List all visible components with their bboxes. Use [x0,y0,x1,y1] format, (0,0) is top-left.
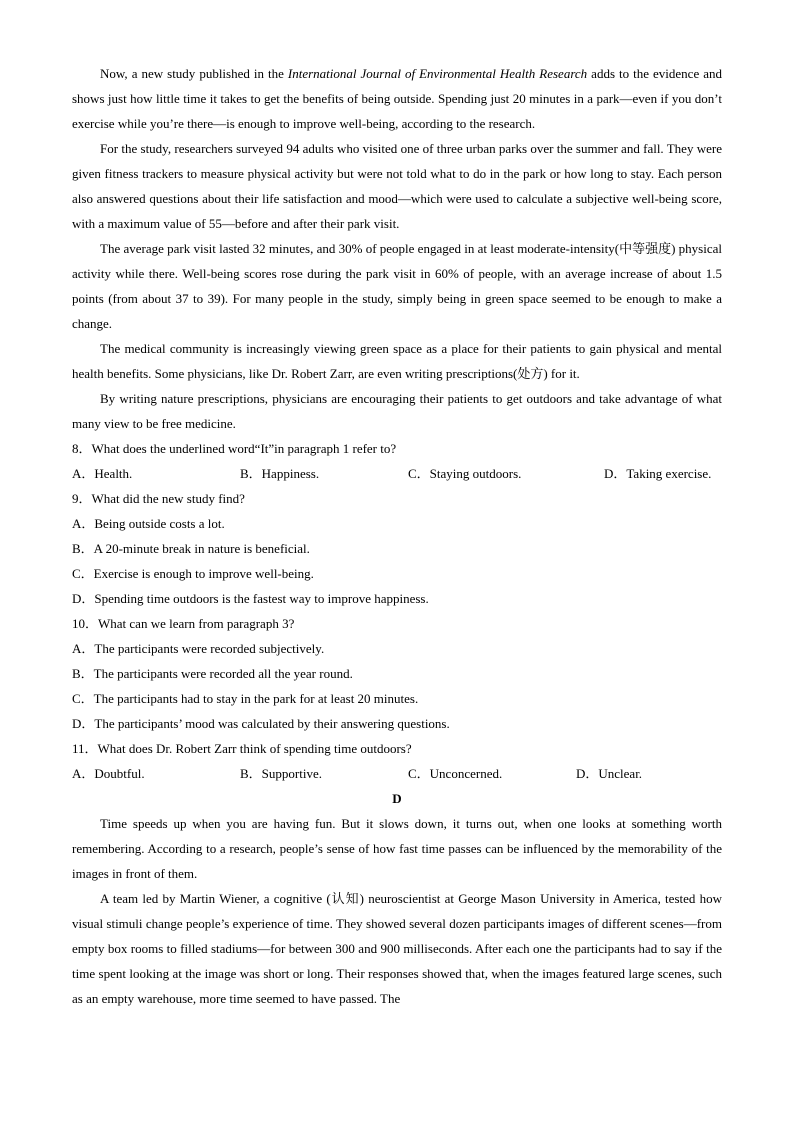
document-page [72,61,722,1011]
option-c[interactable]: C．Staying outdoors. [408,466,522,481]
option-a[interactable]: A．Doubtful. [72,766,145,781]
option-d[interactable]: D．Spending time outdoors is the fastest way to improve happiness. [72,591,429,606]
option-a[interactable]: A．Health. [72,466,133,481]
option-b[interactable]: B．A 20-minute break in nature is beneficial. [72,541,310,556]
question-9-stem: 9．What did the new study find? [72,491,245,506]
question-8-options [72,461,722,486]
option-a[interactable]: A．Being outside costs a lot. [72,516,225,531]
option-d[interactable]: D．Unclear. [576,766,643,781]
passage-d-paragraph-1: Time speeds up when you are having fun. But it slows down, it turns out, when one looks at something worth remembering. According to a research, people’s sense of how fast time passes can be influenced by the memorability of the images in front of them. [72,816,722,881]
option-c[interactable]: C．The participants had to stay in the park for at least 20 minutes. [72,691,419,706]
journal-title: International Journal of Environmental Health Research [287,66,588,81]
question-10-stem: 10．What can we learn from paragraph 3? [72,616,295,631]
option-d[interactable]: D．The participants’ mood was calculated by their answering questions. [72,716,450,731]
option-c[interactable]: C．Unconcerned. [408,766,503,781]
question-11-stem: 11．What does Dr. Robert Zarr think of spending time outdoors? [72,741,412,756]
option-b[interactable]: B．Supportive. [240,766,322,781]
question-11-options [72,761,722,786]
passage-c-paragraph-5: By writing nature prescriptions, physicians are encouraging their patients to get outdoors and take advantage of what many view to be free medicine. [72,391,722,431]
option-c[interactable]: C．Exercise is enough to improve well-being. [72,566,314,581]
section-heading: D [392,791,402,806]
passage-d-paragraph-2: A team led by Martin Wiener, a cognitive (认知) neuroscientist at George Mason University in America, tested how visual stimuli change people’s experience of time. They showed several dozen participants images of different scenes—from empty box rooms to filled stadiums—for between 300 and 900 milliseconds. After each one the participants had to say if the time spent looking at the image was short or long. Their responses showed that, when the images featured large scenes, such as an empty warehouse, more time seemed to have passed. The [72,891,722,1006]
option-d[interactable]: D．Taking exercise. [604,466,712,481]
passage-c-paragraph-2: For the study, researchers surveyed 94 adults who visited one of three urban parks over the summer and fall. They were given fitness trackers to measure physical activity but were not told what to do in the park or how long to stay. Each person also answered questions about their life satisfaction and mood—which were used to calculate a subjective well-being score, with a maximum value of 55—before and after their park visit. [72,141,722,231]
option-b[interactable]: B．Happiness. [240,466,320,481]
option-b[interactable]: B．The participants were recorded all the year round. [72,666,353,681]
question-8-stem: 8．What does the underlined word“It”in paragraph 1 refer to? [72,441,397,456]
passage-c-paragraph-3: The average park visit lasted 32 minutes, and 30% of people engaged in at least moderate-intensity(中等强度) physical activity while there. Well-being scores rose during the park visit in 60% of people, with an average increase of about 1.5 points (from about 37 to 39). For many people in the study, simply being in green space seemed to be enough to make a change. [72,241,723,331]
option-a[interactable]: A．The participants were recorded subjectively. [72,641,325,656]
passage-c-paragraph-1: Now, a new study published in the International Journal of Environmental Health Research adds to the evidence and shows just how little time it takes to get the benefits of being outside. Spending just 20 minutes in a park—even if you don’t exercise while you’re there—is enough to improve well-being, according to the research. [72,66,723,131]
passage-c-paragraph-4: The medical community is increasingly viewing green space as a place for their patients to gain physical and mental health benefits. Some physicians, like Dr. Robert Zarr, are even writing prescriptions(处方) for it. [72,341,722,381]
